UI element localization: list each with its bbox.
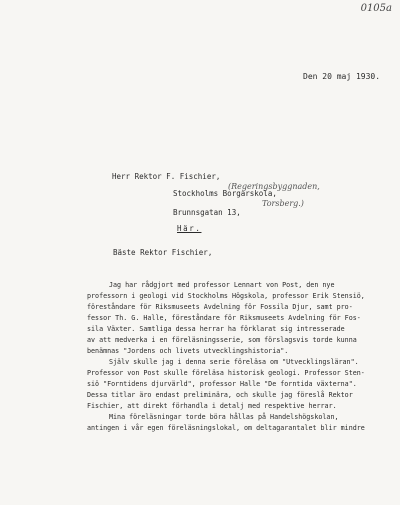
body-line: benämnas "Jordens och livets utvecklingshistoria". (87, 347, 289, 355)
body-line: professorn i geologi vid Stockholms Högskola, professor Erik Stensiö, (87, 292, 365, 300)
body-line: sila Växter. Samtliga dessa herrar ha förklarat sig intresserade (87, 325, 345, 333)
body-line: Jag har rådgjort med professor Lennart von Post, den nye (109, 281, 335, 289)
body-line: Själv skulle jag i denna serie föreläsa om "Utvecklingsläran". (109, 358, 359, 366)
handwritten-annotation (228, 178, 320, 212)
handwritten-line: Torsberg.) (262, 199, 304, 208)
body-line: siö "Forntidens djurvärld", professor Halle "De forntida växterna". (87, 380, 357, 388)
body-line: Fischier, att direkt förhandla i detalj med respektive herrar. (87, 402, 337, 410)
body-line: fessor Th. G. Halle, föreståndare för Riksmuseets Avdelning för Fos- (87, 314, 361, 322)
body-line: av att medverka i en föreläsningsserie, som förslagsvis torde kunna (87, 336, 357, 344)
folio-number: 0105a (360, 3, 392, 14)
body-line: Professor von Post skulle föreläsa historisk geologi. Professor Sten- (87, 369, 365, 377)
body-line: föreståndare för Riksmuseets Avdelning för Fossila Djur, samt pro- (87, 303, 353, 311)
salutation: Bäste Rektor Fischier, (113, 248, 213, 257)
recipient-city: Här. (177, 224, 202, 233)
letter-body (87, 280, 393, 434)
recipient-name: Herr Rektor F. Fischier, (112, 172, 221, 181)
recipient-school: Stockholms Borgarskola, (173, 189, 277, 198)
body-line: antingen i vår egen föreläsningslokal, om deltagarantalet blir mindre (87, 424, 365, 432)
body-line: Mina föreläsningar torde böra hållas på Handelshögskolan, (109, 413, 339, 421)
handwritten-line: (Regeringsbyggnaden, (228, 182, 320, 191)
letter-date: Den 20 maj 1930. (303, 72, 381, 81)
body-line: Dessa titlar äro endast preliminära, och skulle jag föreslå Rektor (87, 391, 353, 399)
recipient-street: Brunnsgatan 13, (173, 208, 241, 217)
